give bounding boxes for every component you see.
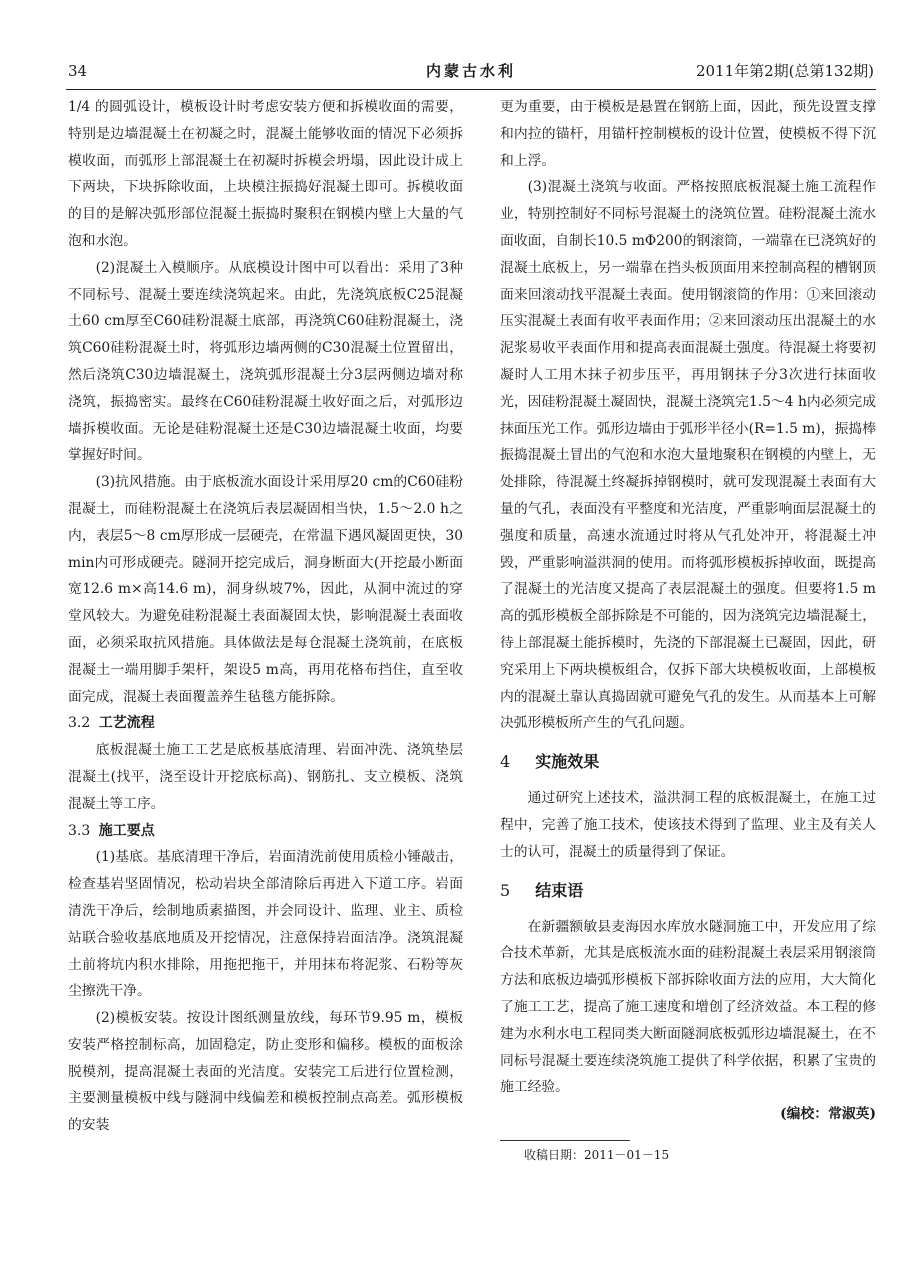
journal-title: 内蒙古水利 <box>425 62 516 80</box>
paragraph: (2)混凝土入模顺序。从底模设计图中可以看出：采用了3种不同标号、混凝土要连续浇筑起来。由此，先浇筑底板C25混凝土60 cm厚至C60硅粉混凝土底部，再浇筑C60硅粉混凝土，浇筑C60硅粉混凝土时，将弧形边墙两侧的C30混凝土位置留出，然后浇筑C30边墙混凝土，浇筑弧形混凝土分3层两侧边墙对称浇筑，振捣密实。最终在C60硅粉混凝土收好面之后，对弧形边墙拆模收面。无论是硅粉混凝土还是C30边墙混凝土收面，均要掌握好时间。 <box>68 259 463 464</box>
page-number: 34 <box>68 62 88 80</box>
issue-info: 2011年第2期(总第132期) <box>695 62 874 80</box>
section-number: 3.3 <box>68 822 91 839</box>
paragraph: 通过研究上述技术，溢洪洞工程的底板混凝土，在施工过程中，完善了施工技术，使该技术得到了监理、业主及有关人士的认可，混凝土的质量得到了保证。 <box>500 790 876 860</box>
section-number: 3.2 <box>68 715 91 732</box>
section-title: 结束语 <box>535 880 584 900</box>
section-number: 4 <box>500 752 511 772</box>
paragraph: (3)抗风措施。由于底板流水面设计采用厚20 cm的C60硅粉混凝土，而硅粉混凝土在浇筑后表层凝固相当快，1.5～2.0 h之内，表层5～8 cm厚形成一层硬壳，在常温下遇风凝固更快，30 min内可形成硬壳。隧洞开挖完成后，洞身断面大(开挖最小断面宽12.6 m×高14.6 m)，洞身纵坡7%，因此，从洞中流过的穿堂风较大。为避免硅粉混凝土表面凝固太快，影响混凝土表面收面，必须采取抗风措施。具体做法是每仓混凝土浇筑前，在底板混凝土一端用脚手架杆，架设5 m高，再用花格布挡住，直至收面完成，混凝土表面覆盖养生毡毯方能拆除。 <box>68 474 463 705</box>
paragraph: 在新疆额敏县麦海因水库放水隧洞施工中，开发应用了综合技术革新，尤其是底板流水面的硅粉混凝土表层采用钢滚筒方法和底板边墙弧形模板下部拆除收面方法的应用，大大简化了施工工艺，提高了施工速度和增创了经济效益。本工程的修建为水利水电工程同类大断面隧洞底板弧形边墙混凝土，在不同标号混凝土要连续浇筑施工提供了科学依据，积累了宝贵的施工经验。 <box>500 918 876 1096</box>
section-number: 5 <box>500 880 511 900</box>
paragraph: 底板混凝土施工工艺是底板基底清理、岩面冲洗、浇筑垫层混凝土(找平，浇至设计开挖底标高)、钢筋扎、支立模板、浇筑混凝土等工序。 <box>68 742 463 812</box>
section-title: 施工要点 <box>98 822 155 839</box>
section-title: 实施效果 <box>535 752 600 772</box>
editor-credit: (编校：常淑英) <box>780 1106 876 1123</box>
footnote-rule <box>500 1140 630 1141</box>
section-heading-3-3 <box>68 818 463 845</box>
section-heading-5 <box>500 876 876 906</box>
section-title: 工艺流程 <box>98 715 155 732</box>
paragraph: (2)模板安装。按设计图纸测量放线，每环节9.95 m，模板安装严格控制标高，加固稳定，防止变形和偏移。模板的面板涂脱模剂，提高混凝土表面的光洁度。安装完工后进行位置检测，主要测量模板中线与隧洞中线偏差和模板控制点高差。弧形模板的安装 <box>68 1010 463 1134</box>
right-column <box>500 94 876 1165</box>
paragraph: (3)混凝土浇筑与收面。严格按照底板混凝土施工流程作业，特别控制好不同标号混凝土的浇筑位置。硅粉混凝土流水面收面，自制长10.5 mΦ200的钢滚筒，一端靠在已浇筑好的混凝土底板上，另一端靠在挡头板顶面用来控制高程的槽钢顶面来回滚动找平混凝土表面。使用钢滚筒的作用：①来回滚动压实混凝土表面有收平表面作用；②来回滚动压出混凝土的水泥浆易收平表面作用和提高表面混凝土强度。待混凝土将要初凝时人工用木抹子初步压平，再用钢抹子分3次进行抹面收光，因硅粉混凝土凝固快，混凝土浇筑完1.5～4 h内必须完成抹面压光工作。弧形边墙由于弧形半径小(R=1.5 m)，振捣棒振捣混凝土冒出的气泡和水泡大量地聚积在钢模的内壁上，无处排除，待混凝土终凝拆掉钢模时，就可发现混凝土表面有大量的气孔，表面没有平整度和光洁度，严重影响面层混凝土的强度和质量，高速水流通过时将从气孔处冲开，将混凝土冲毁，严重影响溢洪洞的使用。而将弧形模板拆掉收面，既提高了混凝土的光洁度又提高了表层混凝土的强度。但要将1.5 m高的弧形模板全部拆除是不可能的，因为浇筑完边墙混凝土，待上部混凝土能拆模时，先浇的下部混凝土已凝固，因此，研究采用上下两块模板组合，仅拆下部大块模板收面，上部模板内的混凝土靠认真捣固就可避免气孔的发生。从而基本上可解决弧形模板所产生的气孔问题。 <box>500 179 876 732</box>
paragraph: 1/4 的圆弧设计，模板设计时考虑安装方便和拆模收面的需要，特别是边墙混凝土在初凝之时，混凝土能够收面的情况下必须拆模收面，而弧形上部混凝土在初凝时拆模会坍塌，因此设计成上下两块，下块拆除收面，上块模注振捣好混凝土即可。拆模收面的目的是解决弧形部位混凝土振捣时聚积在钢模内壁上大量的气泡和水泡。 <box>68 99 463 249</box>
header-rule <box>66 89 876 90</box>
running-header <box>68 54 874 88</box>
section-heading-3-2 <box>68 710 463 737</box>
left-column <box>68 94 463 1139</box>
received-date: 收稿日期：2011－01－15 <box>524 1147 670 1162</box>
paragraph: 更为重要，由于模板是悬置在钢筋上面，因此，预先设置支撑和内拉的锚杆，用锚杆控制模板的设计位置，使模板不得下沉和上浮。 <box>500 99 876 169</box>
paragraph: (1)基底。基底清理干净后，岩面清洗前使用质检小锤敲击，检查基岩坚固情况，松动岩块全部清除后再进入下道工序。岩面清洗干净后，绘制地质素描图，并会同设计、监理、业主、质检站联合验收基底地质及开挖情况，注意保持岩面洁净。浇筑混凝土前将坑内积水排除，用拖把拖干，并用抹布将泥浆、石粉等灰尘擦洗干净。 <box>68 849 463 1000</box>
section-heading-4 <box>500 747 876 777</box>
